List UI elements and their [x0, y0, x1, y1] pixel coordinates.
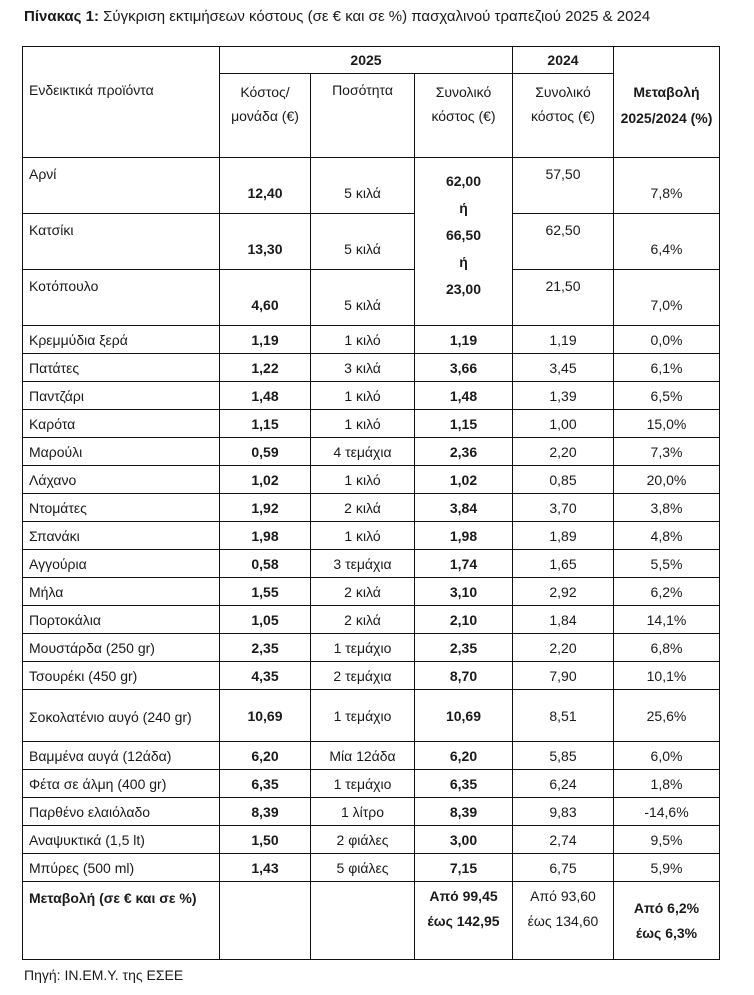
quantity: 1 κιλό	[311, 466, 415, 494]
header-quantity: Ποσότητα	[311, 74, 415, 158]
change-percent: 6,4%	[614, 214, 720, 270]
table-row	[23, 270, 720, 326]
quantity: Μία 12άδα	[311, 742, 415, 770]
quantity: 5 κιλά	[311, 158, 415, 214]
total-2024: 2,92	[513, 578, 614, 606]
unit-cost: 1,55	[220, 578, 311, 606]
table-row	[23, 742, 720, 770]
table-row	[23, 522, 720, 550]
unit-cost: 1,98	[220, 522, 311, 550]
total-2025: 2,10	[415, 606, 513, 634]
total-2024: 1,84	[513, 606, 614, 634]
meat-total-line: ή	[459, 200, 468, 216]
summary-empty	[220, 882, 311, 960]
table-row	[23, 690, 720, 742]
quantity: 2 κιλά	[311, 494, 415, 522]
summary-total-2025: Από 99,45 έως 142,95	[415, 882, 513, 960]
product-name: Πατάτες	[23, 354, 220, 382]
product-name: Μήλα	[23, 578, 220, 606]
product-name: Μουστάρδα (250 gr)	[23, 634, 220, 662]
total-2025: 6,20	[415, 742, 513, 770]
total-2024: 9,83	[513, 798, 614, 826]
total-2024: 1,39	[513, 382, 614, 410]
cost-comparison-table	[22, 46, 720, 960]
total-2025: 1,02	[415, 466, 513, 494]
product-name: Αρνί	[23, 158, 220, 214]
total-2024: 6,24	[513, 770, 614, 798]
header-products: Ενδεικτικά προϊόντα	[23, 74, 220, 158]
quantity: 1 κιλό	[311, 410, 415, 438]
quantity: 1 κιλό	[311, 522, 415, 550]
unit-cost: 1,92	[220, 494, 311, 522]
unit-cost: 6,20	[220, 742, 311, 770]
meat-total-line: 23,00	[445, 281, 482, 297]
table-row	[23, 662, 720, 690]
table-row	[23, 382, 720, 410]
change-percent: 6,8%	[614, 634, 720, 662]
change-percent: 3,8%	[614, 494, 720, 522]
change-percent: 5,5%	[614, 550, 720, 578]
quantity: 3 κιλά	[311, 354, 415, 382]
product-name: Σοκολατένιο αυγό (240 gr)	[23, 690, 220, 742]
header-unit-cost: Κόστος/ μονάδα (€)	[220, 74, 311, 158]
quantity: 2 κιλά	[311, 606, 415, 634]
quantity: 5 φιάλες	[311, 854, 415, 882]
unit-cost: 1,05	[220, 606, 311, 634]
change-percent: 6,1%	[614, 354, 720, 382]
total-2024: 6,75	[513, 854, 614, 882]
total-2024: 2,20	[513, 438, 614, 466]
product-name: Αναψυκτικά (1,5 lt)	[23, 826, 220, 854]
unit-cost: 10,69	[220, 690, 311, 742]
table-row	[23, 354, 720, 382]
total-2024: 21,50	[513, 270, 614, 326]
unit-cost: 2,35	[220, 634, 311, 662]
product-name: Αγγούρια	[23, 550, 220, 578]
table-row	[23, 494, 720, 522]
total-2024: 5,85	[513, 742, 614, 770]
quantity: 1 κιλό	[311, 382, 415, 410]
summary-empty	[311, 882, 415, 960]
change-percent: 6,5%	[614, 382, 720, 410]
unit-cost: 13,30	[220, 214, 311, 270]
unit-cost: 1,50	[220, 826, 311, 854]
table-row	[23, 214, 720, 270]
unit-cost: 1,48	[220, 382, 311, 410]
quantity: 4 τεμάχια	[311, 438, 415, 466]
table-row	[23, 606, 720, 634]
unit-cost: 1,02	[220, 466, 311, 494]
change-percent: 7,8%	[614, 158, 720, 214]
change-percent: 6,2%	[614, 578, 720, 606]
change-percent: 10,1%	[614, 662, 720, 690]
total-2024: 8,51	[513, 690, 614, 742]
total-2024: 62,50	[513, 214, 614, 270]
total-2025: 1,19	[415, 326, 513, 354]
unit-cost: 1,22	[220, 354, 311, 382]
product-name: Σπανάκι	[23, 522, 220, 550]
total-2024: 2,74	[513, 826, 614, 854]
product-name: Καρότα	[23, 410, 220, 438]
table-row	[23, 798, 720, 826]
meat-total-line: 66,50	[445, 227, 482, 243]
unit-cost: 4,60	[220, 270, 311, 326]
header-blank	[23, 47, 220, 74]
change-percent: 14,1%	[614, 606, 720, 634]
summary-label: Μεταβολή (σε € και σε %)	[23, 882, 220, 960]
summary-change: Από 6,2% έως 6,3%	[614, 882, 720, 960]
total-2025: 1,74	[415, 550, 513, 578]
unit-cost: 1,43	[220, 854, 311, 882]
change-percent: 6,0%	[614, 742, 720, 770]
product-name: Παρθένο ελαιόλαδο	[23, 798, 220, 826]
table-row	[23, 578, 720, 606]
product-name: Παντζάρι	[23, 382, 220, 410]
table-row	[23, 466, 720, 494]
total-2024: 0,85	[513, 466, 614, 494]
quantity: 2 κιλά	[311, 578, 415, 606]
total-2025: 3,66	[415, 354, 513, 382]
unit-cost: 6,35	[220, 770, 311, 798]
total-2025: 3,10	[415, 578, 513, 606]
table-row	[23, 550, 720, 578]
unit-cost: 0,59	[220, 438, 311, 466]
unit-cost: 1,19	[220, 326, 311, 354]
change-percent: 0,0%	[614, 326, 720, 354]
total-2025: 3,00	[415, 826, 513, 854]
header-total-2024: Συνολικό κόστος (€)	[513, 74, 614, 158]
quantity: 3 τεμάχια	[311, 550, 415, 578]
change-percent: 1,8%	[614, 770, 720, 798]
total-2025: 8,39	[415, 798, 513, 826]
table-row	[23, 158, 720, 214]
table-row	[23, 854, 720, 882]
unit-cost: 8,39	[220, 798, 311, 826]
product-name: Βαμμένα αυγά (12άδα)	[23, 742, 220, 770]
change-percent: 20,0%	[614, 466, 720, 494]
table-row	[23, 770, 720, 798]
total-2024: 3,45	[513, 354, 614, 382]
unit-cost: 1,15	[220, 410, 311, 438]
quantity: 5 κιλά	[311, 270, 415, 326]
table-row	[23, 410, 720, 438]
meat-total-2025	[415, 158, 513, 326]
meat-total-line: ή	[459, 254, 468, 270]
table-caption	[24, 8, 650, 25]
change-percent: 15,0%	[614, 410, 720, 438]
total-2025: 3,84	[415, 494, 513, 522]
summary-total-2024: Από 93,60 έως 134,60	[513, 882, 614, 960]
change-percent: 7,0%	[614, 270, 720, 326]
table-row	[23, 326, 720, 354]
quantity: 1 τεμάχιο	[311, 634, 415, 662]
product-name: Λάχανο	[23, 466, 220, 494]
total-2025: 1,15	[415, 410, 513, 438]
total-2025: 10,69	[415, 690, 513, 742]
total-2024: 7,90	[513, 662, 614, 690]
caption-label: Πίνακας 1:	[24, 8, 99, 25]
caption-text: Σύγκριση εκτιμήσεων κόστους (σε € και σε %) πασχαλινού τραπεζιού 2025 & 2024	[103, 8, 651, 25]
quantity: 1 τεμάχιο	[311, 690, 415, 742]
quantity: 1 τεμάχιο	[311, 770, 415, 798]
product-name: Πορτοκάλια	[23, 606, 220, 634]
meat-total-line: 62,00	[445, 173, 482, 189]
quantity: 2 τεμάχια	[311, 662, 415, 690]
change-percent: 9,5%	[614, 826, 720, 854]
total-2024: 1,19	[513, 326, 614, 354]
change-percent: 25,6%	[614, 690, 720, 742]
product-name: Κατσίκι	[23, 214, 220, 270]
unit-cost: 12,40	[220, 158, 311, 214]
total-2025: 1,48	[415, 382, 513, 410]
change-percent: 5,9%	[614, 854, 720, 882]
quantity: 2 φιάλες	[311, 826, 415, 854]
total-2024: 57,50	[513, 158, 614, 214]
product-name: Κρεμμύδια ξερά	[23, 326, 220, 354]
total-2025: 8,70	[415, 662, 513, 690]
product-name: Μπύρες (500 ml)	[23, 854, 220, 882]
header-change: Μεταβολή 2025/2024 (%)	[614, 47, 720, 158]
table-row	[23, 826, 720, 854]
header-year-2025: 2025	[220, 47, 513, 74]
product-name: Φέτα σε άλμη (400 gr)	[23, 770, 220, 798]
total-2024: 2,20	[513, 634, 614, 662]
source-note: Πηγή: IN.EM.Y. της ΕΣΕΕ	[24, 967, 184, 983]
change-percent: 7,3%	[614, 438, 720, 466]
total-2024: 3,70	[513, 494, 614, 522]
total-2024: 1,89	[513, 522, 614, 550]
table-row	[23, 634, 720, 662]
total-2024: 1,00	[513, 410, 614, 438]
total-2025: 1,98	[415, 522, 513, 550]
quantity: 1 λίτρο	[311, 798, 415, 826]
total-2025: 2,35	[415, 634, 513, 662]
product-name: Ντομάτες	[23, 494, 220, 522]
product-name: Μαρούλι	[23, 438, 220, 466]
total-2025: 6,35	[415, 770, 513, 798]
unit-cost: 4,35	[220, 662, 311, 690]
quantity: 1 κιλό	[311, 326, 415, 354]
product-name: Κοτόπουλο	[23, 270, 220, 326]
table-row	[23, 438, 720, 466]
change-percent: -14,6%	[614, 798, 720, 826]
quantity: 5 κιλά	[311, 214, 415, 270]
total-2025: 2,36	[415, 438, 513, 466]
header-total-2025: Συνολικό κόστος (€)	[415, 74, 513, 158]
product-name: Τσουρέκι (450 gr)	[23, 662, 220, 690]
total-2024: 1,65	[513, 550, 614, 578]
header-year-2024: 2024	[513, 47, 614, 74]
change-percent: 4,8%	[614, 522, 720, 550]
unit-cost: 0,58	[220, 550, 311, 578]
total-2025: 7,15	[415, 854, 513, 882]
summary-row	[23, 882, 720, 960]
